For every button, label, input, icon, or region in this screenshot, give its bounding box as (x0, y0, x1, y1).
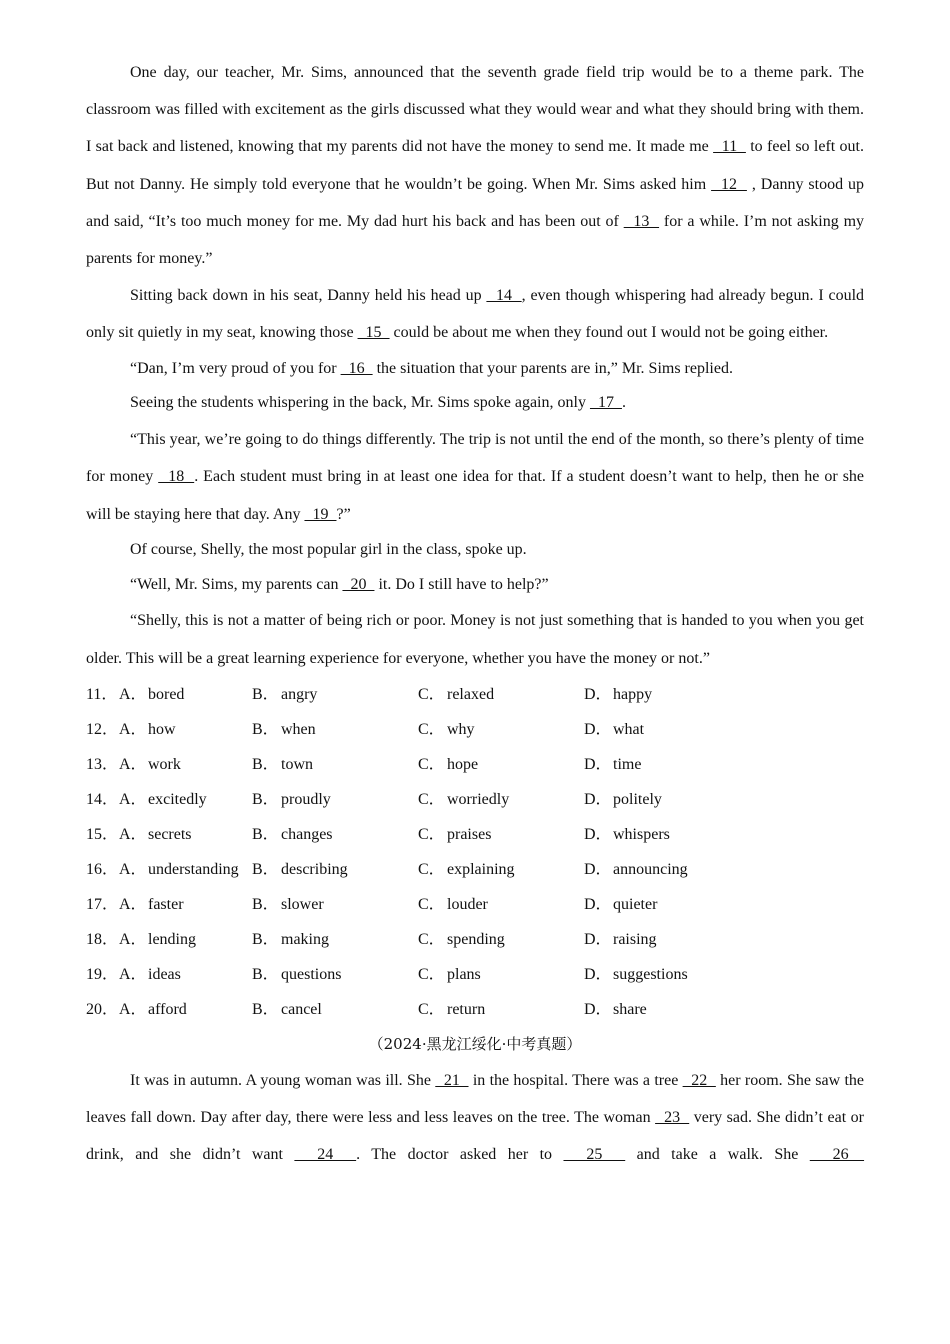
option-letter: A． (119, 965, 147, 983)
answer-option[interactable] (119, 747, 252, 782)
question-row (86, 852, 864, 887)
option-letter: A． (119, 720, 147, 738)
option-text: slower (281, 895, 324, 913)
option-text: town (281, 755, 313, 773)
option-text: faster (148, 895, 184, 913)
option-text: relaxed (447, 685, 495, 703)
option-text: suggestions (613, 965, 688, 983)
answer-option[interactable] (252, 747, 418, 782)
question-number: 20． (86, 1000, 119, 1018)
answer-option[interactable] (252, 992, 418, 1027)
paragraph-text: Of course, Shelly, the most popular girl in the class, spoke up. (130, 540, 527, 558)
answer-option[interactable] (119, 817, 252, 852)
answer-option[interactable] (119, 957, 252, 992)
option-letter: A． (119, 685, 147, 703)
answer-option[interactable] (584, 712, 750, 747)
answer-option[interactable] (252, 957, 418, 992)
blank-number: 14 (486, 287, 522, 305)
answer-option[interactable] (584, 677, 750, 712)
answer-option[interactable] (119, 922, 252, 957)
paragraph-text: could be about me when they found out I would not be going either. (389, 324, 829, 342)
option-letter: C． (418, 860, 445, 878)
option-text: whispers (613, 825, 670, 843)
answer-option[interactable] (252, 922, 418, 957)
option-text: time (613, 755, 642, 773)
option-text: making (281, 930, 329, 948)
question-row (86, 922, 864, 957)
answer-option[interactable] (252, 887, 418, 922)
option-letter: C． (418, 1000, 445, 1018)
option-letter: B． (252, 965, 279, 983)
option-text: what (613, 720, 645, 738)
paragraph (86, 386, 864, 421)
option-letter: C． (418, 965, 445, 983)
option-text: questions (281, 965, 342, 983)
option-letter: B． (252, 685, 279, 703)
answer-option[interactable] (418, 817, 584, 852)
option-letter: B． (252, 1000, 279, 1018)
paragraph (86, 568, 864, 603)
option-text: work (148, 755, 181, 773)
paragraph (86, 533, 864, 568)
passage-2 (86, 1062, 864, 1174)
option-letter: D． (584, 755, 612, 773)
option-text: cancel (281, 1000, 322, 1018)
option-letter: D． (584, 825, 612, 843)
answer-option[interactable] (252, 817, 418, 852)
option-letter: B． (252, 895, 279, 913)
question-number: 15． (86, 825, 119, 843)
option-letter: D． (584, 720, 612, 738)
option-text: share (613, 1000, 647, 1018)
option-letter: C． (418, 825, 445, 843)
answer-option[interactable] (252, 782, 418, 817)
option-letter: C． (418, 720, 445, 738)
option-letter: A． (119, 860, 147, 878)
question-row (86, 712, 864, 747)
answer-option[interactable] (418, 887, 584, 922)
option-text: announcing (613, 860, 688, 878)
paragraph-text: One day, our teacher, Mr. Sims, announced that the seventh grade field trip would be to a theme park. The classroom was filled with excitement as the girls discussed what they would wear and what they should bring with them. I sat back and listened, knowing that my parents did not have the money to send me. It made me (86, 64, 864, 156)
option-letter: D． (584, 930, 612, 948)
paragraph-text: ?” (336, 505, 351, 523)
option-text: politely (613, 790, 662, 808)
paragraph-text: it. Do I still have to help?” (374, 575, 549, 593)
option-text: spending (447, 930, 505, 948)
option-letter: B． (252, 790, 279, 808)
blank-number: 12 (711, 175, 747, 193)
option-text: afford (148, 1000, 187, 1018)
question-row (86, 677, 864, 712)
blank-number: 19 (304, 505, 337, 523)
blank-number: 16 (340, 359, 373, 377)
option-text: happy (613, 685, 653, 703)
question-number: 12． (86, 720, 119, 738)
answer-option[interactable] (418, 782, 584, 817)
option-letter: B． (252, 755, 279, 773)
option-text: proudly (281, 790, 331, 808)
answer-option[interactable] (584, 782, 750, 817)
question-row (86, 817, 864, 852)
source-note: （2024·黑龙江绥化·中考真题） (368, 1034, 582, 1053)
option-letter: A． (119, 825, 147, 843)
answer-option[interactable] (119, 992, 252, 1027)
blank-number: 26 (809, 1146, 865, 1164)
option-letter: A． (119, 1000, 147, 1018)
paragraph (86, 54, 864, 277)
option-letter: A． (119, 930, 147, 948)
option-letter: D． (584, 860, 612, 878)
answer-option[interactable] (418, 712, 584, 747)
question-number: 11． (86, 685, 118, 703)
paragraph-text: , Danny stood up and said, “It’s too much money for me. My dad hurt his back and has been out of (86, 175, 865, 230)
paragraph-text: and take a walk. She (625, 1146, 810, 1164)
question-number: 19． (86, 965, 119, 983)
answer-option[interactable] (584, 887, 750, 922)
document-content (86, 54, 864, 1173)
paragraph (86, 1062, 864, 1174)
passage-1 (86, 54, 864, 677)
option-text: describing (281, 860, 348, 878)
question-number: 18． (86, 930, 119, 948)
option-text: bored (148, 685, 185, 703)
question-row (86, 957, 864, 992)
option-text: louder (447, 895, 488, 913)
blank-number: 21 (435, 1071, 469, 1089)
answer-option[interactable] (252, 677, 418, 712)
option-text: praises (447, 825, 492, 843)
option-text: explaining (447, 860, 515, 878)
options-list (86, 677, 864, 1027)
option-text: secrets (148, 825, 192, 843)
option-text: when (281, 720, 316, 738)
answer-option[interactable] (119, 852, 252, 887)
answer-option[interactable] (252, 852, 418, 887)
blank-number: 11 (713, 138, 746, 156)
option-letter: A． (119, 755, 147, 773)
option-text: raising (613, 930, 657, 948)
blank-number: 23 (655, 1109, 690, 1127)
paragraph-text: Seeing the students whispering in the back, Mr. Sims spoke again, only (130, 394, 590, 412)
question-number: 17． (86, 895, 119, 913)
paragraph-text: . Each student must bring in at least one idea for that. If a student doesn’t want to help, then he or she will be staying here that day. Any (86, 468, 865, 523)
answer-option[interactable] (418, 677, 584, 712)
option-text: return (447, 1000, 486, 1018)
answer-option[interactable] (119, 782, 252, 817)
option-text: angry (281, 685, 318, 703)
paragraph-text: to feel so left out. But not Danny. He simply told everyone that he wouldn’t be going. When Mr. Sims asked him (86, 138, 865, 193)
answer-option[interactable] (119, 887, 252, 922)
blank-number: 25 (563, 1146, 626, 1164)
answer-option[interactable] (418, 957, 584, 992)
blank-number: 13 (623, 212, 660, 230)
answer-option[interactable] (584, 992, 750, 1027)
question-row (86, 782, 864, 817)
question-row (86, 747, 864, 782)
paragraph-text: It was in autumn. A young woman was ill. She (130, 1071, 436, 1089)
option-letter: D． (584, 1000, 612, 1018)
option-letter: D． (584, 895, 612, 913)
option-letter: C． (418, 930, 445, 948)
question-number: 16． (86, 860, 119, 878)
paragraph (86, 602, 864, 676)
paragraph-text: in the hospital. There was a tree (468, 1071, 683, 1089)
option-letter: A． (119, 895, 147, 913)
blank-number: 24 (294, 1146, 357, 1164)
option-text: understanding (148, 860, 239, 878)
option-letter: A． (119, 790, 147, 808)
blank-number: 18 (158, 468, 195, 486)
paragraph-text: “Shelly, this is not a matter of being rich or poor. Money is not just something that is handed to you when you get older. This will be a great learning experience for everyone, whether you have the money or not.” (86, 612, 864, 667)
answer-option[interactable] (418, 747, 584, 782)
paragraph-text: , even though whispering had already begun. I could only sit quietly in my seat, knowing those (86, 287, 865, 342)
option-letter: B． (252, 825, 279, 843)
option-text: changes (281, 825, 333, 843)
blank-number: 22 (682, 1071, 716, 1089)
answer-option[interactable] (418, 922, 584, 957)
question-number: 13． (86, 755, 119, 773)
option-letter: D． (584, 790, 612, 808)
paragraph-text: her room. She saw the leaves fall down. Day after day, there were less and less leaves on the tree. The woman (86, 1071, 865, 1127)
option-letter: D． (584, 965, 612, 983)
answer-option[interactable] (584, 957, 750, 992)
answer-option[interactable] (418, 992, 584, 1027)
option-letter: C． (418, 755, 445, 773)
answer-option[interactable] (584, 922, 750, 957)
option-text: excitedly (148, 790, 207, 808)
paragraph (86, 277, 864, 351)
answer-option[interactable] (119, 712, 252, 747)
paragraph-text: “Dan, I’m very proud of you for (130, 359, 341, 377)
question-row (86, 887, 864, 922)
question-row (86, 992, 864, 1027)
paragraph (86, 421, 864, 533)
option-text: lending (148, 930, 196, 948)
paragraph (86, 352, 864, 387)
option-letter: B． (252, 720, 279, 738)
question-number: 14． (86, 790, 119, 808)
blank-number: 20 (342, 575, 375, 593)
blank-number: 17 (589, 394, 622, 412)
answer-option[interactable] (252, 712, 418, 747)
paragraph-text: for a while. I’m not asking my parents for money.” (86, 212, 865, 268)
option-letter: D． (584, 685, 612, 703)
paragraph-text: “This year, we’re going to do things differently. The trip is not until the end of the month, so there’s plenty of time for money (86, 431, 864, 486)
option-letter: C． (418, 895, 445, 913)
option-text: why (447, 720, 475, 738)
option-letter: B． (252, 860, 279, 878)
paragraph-text: Sitting back down in his seat, Danny held his head up (130, 287, 487, 305)
option-text: hope (447, 755, 479, 773)
answer-option[interactable] (584, 747, 750, 782)
option-letter: B． (252, 930, 279, 948)
option-text: worriedly (447, 790, 510, 808)
paragraph-text: very sad. She didn’t eat or drink, and she didn’t want (86, 1109, 864, 1164)
paragraph-text: . (621, 394, 626, 412)
answer-option[interactable] (119, 677, 252, 712)
option-text: how (148, 720, 176, 738)
answer-option[interactable] (584, 852, 750, 887)
answer-option[interactable] (418, 852, 584, 887)
paragraph-text: the situation that your parents are in,” Mr. Sims replied. (372, 359, 733, 377)
option-text: quieter (613, 895, 658, 913)
option-letter: C． (418, 685, 445, 703)
option-text: ideas (148, 965, 181, 983)
paragraph-text: . The doctor asked her to (356, 1146, 564, 1164)
paragraph-text: “Well, Mr. Sims, my parents can (130, 575, 343, 593)
answer-option[interactable] (584, 817, 750, 852)
option-letter: C． (418, 790, 445, 808)
blank-number: 15 (357, 324, 390, 342)
option-text: plans (447, 965, 481, 983)
